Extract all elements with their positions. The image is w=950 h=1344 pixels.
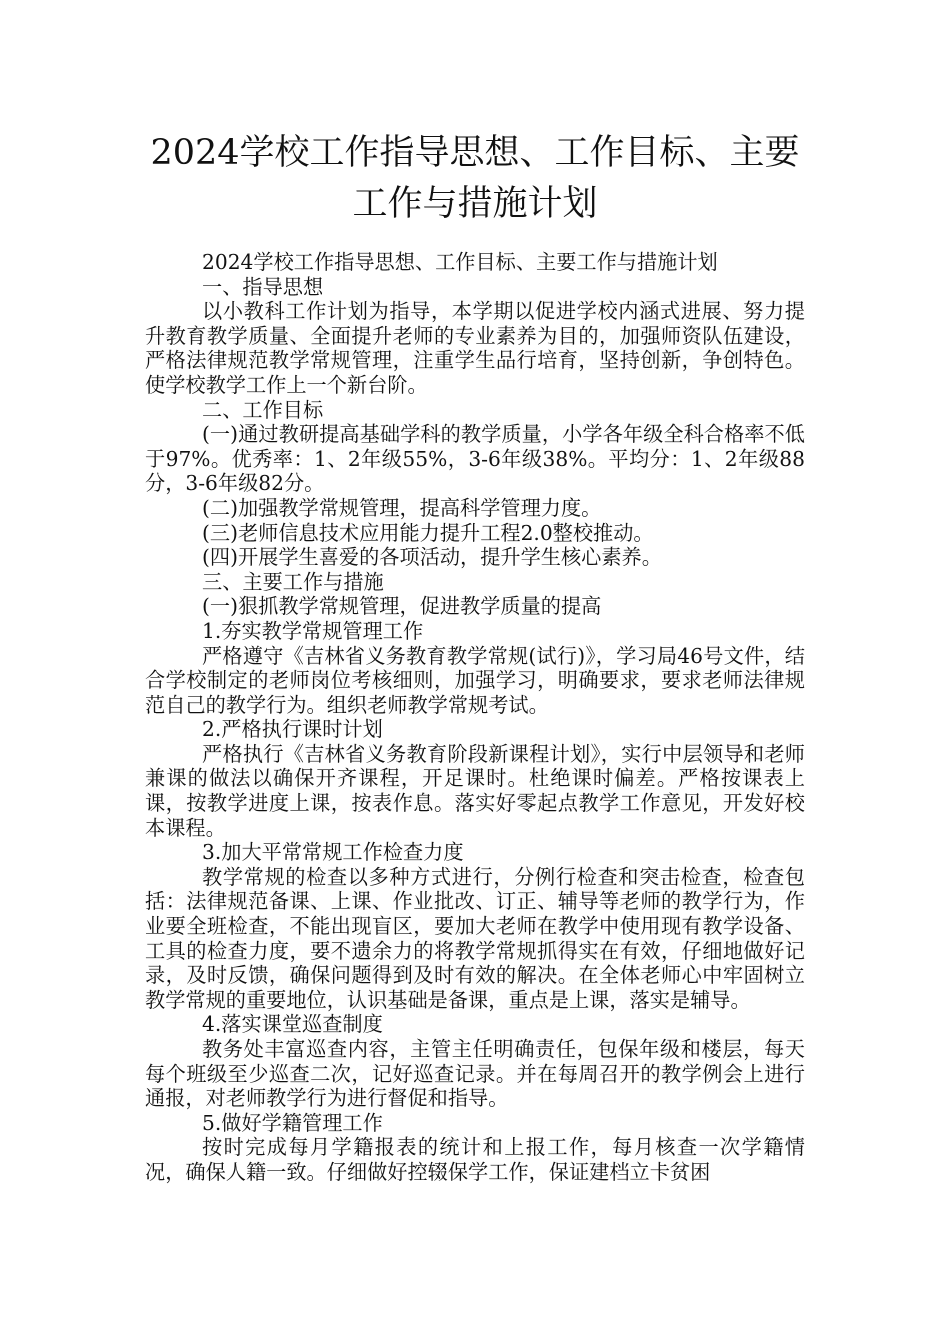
item-heading: 2.严格执行课时计划	[202, 717, 383, 742]
document-body	[145, 250, 805, 1185]
item-heading: 3.加大平常常规工作检查力度	[202, 840, 464, 865]
paragraph: 以小教科工作计划为指导，本学期以促进学校内涵式进展、努力提升教育教学质量、全面提升老师的专业素养为目的，加强师资队伍建设，严格法律规范教学常规管理，注重学生品行培育，坚持创新，争创特色。使学校教学工作上一个新台阶。	[145, 299, 805, 397]
section-heading-guiding-ideology: 一、指导思想	[202, 274, 324, 299]
paragraph: 严格遵守《吉林省义务教育教学常规(试行)》，学习局46号文件，结合学校制定的老师岗位考核细则，加强学习，明确要求，要求老师法律规范自己的教学行为。组织老师教学常规考试。	[145, 643, 805, 717]
paragraph: (四)开展学生喜爱的各项活动，提升学生核心素养。	[202, 545, 662, 570]
item-heading: 4.落实课堂巡查制度	[202, 1012, 383, 1037]
section-heading-work-goals: 二、工作目标	[202, 397, 324, 422]
paragraph: (三)老师信息技术应用能力提升工程2.0整校推动。	[202, 520, 654, 545]
paragraph: (二)加强教学常规管理，提高科学管理力度。	[202, 495, 602, 520]
paragraph: 教学常规的检查以多种方式进行，分例行检查和突击检查，检查包括：法律规范备课、上课、作业批改、订正、辅导等老师的教学行为，作业要全班检查，不能出现盲区，要加大老师在教学中使用现有教学设备、工具的检查力度，要不遗余力的将教学常规抓得实在有效，仔细地做好记录，及时反馈，确保问题得到及时有效的解决。在全体老师心中牢固树立教学常规的重要地位，认识基础是备课，重点是上课，落实是辅导。	[145, 864, 805, 1012]
paragraph: 按时完成每月学籍报表的统计和上报工作，每月核查一次学籍情况，确保人籍一致。仔细做好控辍保学工作，保证建档立卡贫困	[145, 1135, 805, 1184]
subsection-heading: (一)狠抓教学常规管理，促进教学质量的提高	[202, 594, 602, 619]
item-heading: 5.做好学籍管理工作	[202, 1110, 383, 1135]
paragraph: (一)通过教研提高基础学科的教学质量，小学各年级全科合格率不低于97%。优秀率：1、2年级55%，3-6年级38%。平均分：1、2年级88分，3-6年级82分。	[145, 422, 805, 496]
subtitle-paragraph: 2024学校工作指导思想、工作目标、主要工作与措施计划	[202, 250, 718, 274]
document-title	[120, 128, 830, 230]
title-line-2: 工作与措施计划	[352, 184, 598, 224]
paragraph: 严格执行《吉林省义务教育阶段新课程计划》，实行中层领导和老师兼课的做法以确保开齐课程，开足课时。杜绝课时偏差。严格按课表上课，按教学进度上课，按表作息。落实好零起点教学工作意见，开发好校本课程。	[145, 741, 805, 840]
item-heading: 1.夯实教学常规管理工作	[202, 618, 424, 643]
paragraph: 教务处丰富巡查内容，主管主任明确责任，包保年级和楼层，每天每个班级至少巡查二次，记好巡查记录。并在每周召开的教学例会上进行通报，对老师教学行为进行督促和指导。	[145, 1037, 805, 1111]
title-line-1: 2024学校工作指导思想、工作目标、主要	[150, 133, 800, 173]
section-heading-main-work: 三、主要工作与措施	[202, 569, 384, 594]
